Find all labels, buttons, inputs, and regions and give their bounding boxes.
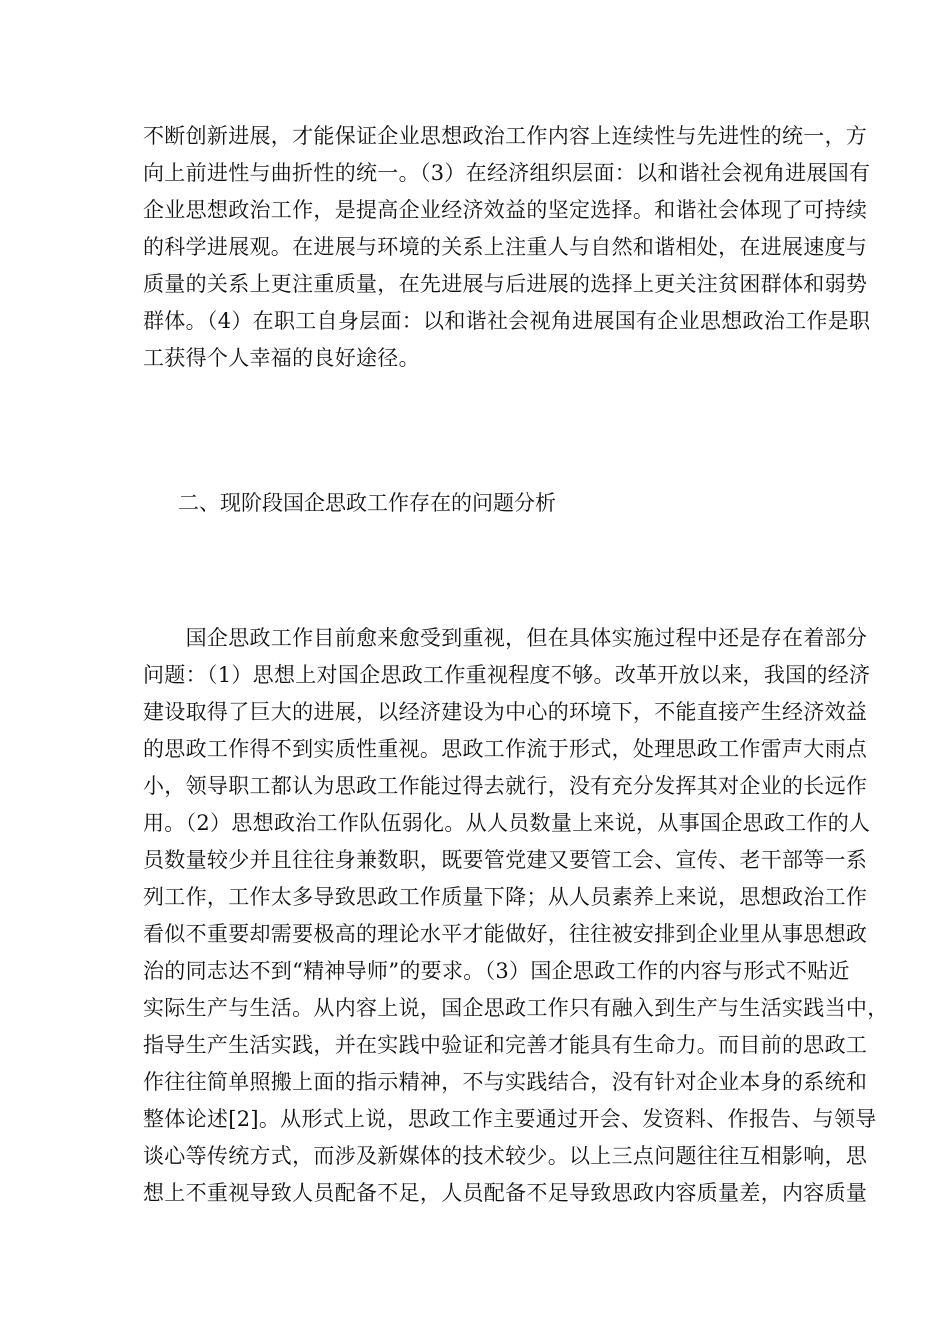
paragraph-line: 想上不重视导致人员配备不足，人员配备不足导致思政内容质量差，内容质量 (143, 1181, 868, 1205)
paragraph-line: 作往往简单照搬上面的指示精神，不与实践结合，没有针对企业本身的系统和 (143, 1070, 868, 1094)
paragraph-line: 企业思想政治工作，是提高企业经济效益的坚定选择。和谐社会体现了可持续 (143, 198, 868, 222)
paragraph-line: 的思政工作得不到实质性重视。思政工作流于形式，处理思政工作雷声大雨点 (143, 737, 868, 761)
paragraph-line: 整体论述[2]。从形式上说，思政工作主要通过开会、发资料、作报告、与领导 (143, 1107, 877, 1131)
paragraph-line: 用。（2）思想政治工作队伍弱化。从人员数量上来说，从事国企思政工作的人 (143, 811, 871, 835)
paragraph-line: 建设取得了巨大的进展，以经济建设为中心的环境下，不能直接产生经济效益 (143, 700, 868, 724)
paragraph-line: 列工作，工作太多导致思政工作质量下降；从人员素养上来说，思想政治工作 (143, 885, 868, 909)
paragraph-line: 不断创新进展，才能保证企业思想政治工作内容上连续性与先进性的统一，方 (143, 124, 868, 148)
paragraph-line: 小，领导职工都认为思政工作能过得去就行，没有充分发挥其对企业的长远作 (143, 774, 868, 798)
paragraph-line: 向上前进性与曲折性的统一。（3）在经济组织层面：以和谐社会视角进展国有 (143, 161, 871, 185)
paragraph-line: 的科学进展观。在进展与环境的关系上注重人与自然和谐相处，在进展速度与 (143, 235, 868, 259)
paragraph-line: 问题：（1）思想上对国企思政工作重视程度不够。改革开放以来，我国的经济 (143, 663, 871, 687)
paragraph-line: 治的同志达不到“精神导师”的要求。（3）国企思政工作的内容与形式不贴近 (143, 959, 850, 983)
paragraph-line: 谈心等传统方式，而涉及新媒体的技术较少。以上三点问题往往互相影响，思 (143, 1144, 868, 1168)
paragraph-line: 实际生产与生活。从内容上说，国企思政工作只有融入到生产与生活实践当中， (143, 996, 889, 1020)
paragraph-line: 指导生产生活实践，并在实践中验证和完善才能具有生命力。而目前的思政工 (143, 1033, 868, 1057)
paragraph-line: 看似不重要却需要极高的理论水平才能做好，往往被安排到企业里从事思想政 (143, 922, 868, 946)
paragraph-line: 群体。（4）在职工自身层面：以和谐社会视角进展国有企业思想政治工作是职 (143, 309, 871, 333)
paragraph-line: 质量的关系上更注重质量，在先进展与后进展的选择上更关注贫困群体和弱势 (143, 272, 868, 296)
paragraph-line: 国企思政工作目前愈来愈受到重视，但在具体实施过程中还是存在着部分 (143, 626, 868, 650)
paragraph-line: 工获得个人幸福的良好途径。 (143, 346, 420, 370)
paragraph-line: 员数量较少并且往往身兼数职，既要管党建又要管工会、宣传、老干部等一系 (143, 848, 868, 872)
section-heading: 二、现阶段国企思政工作存在的问题分析 (178, 491, 556, 515)
